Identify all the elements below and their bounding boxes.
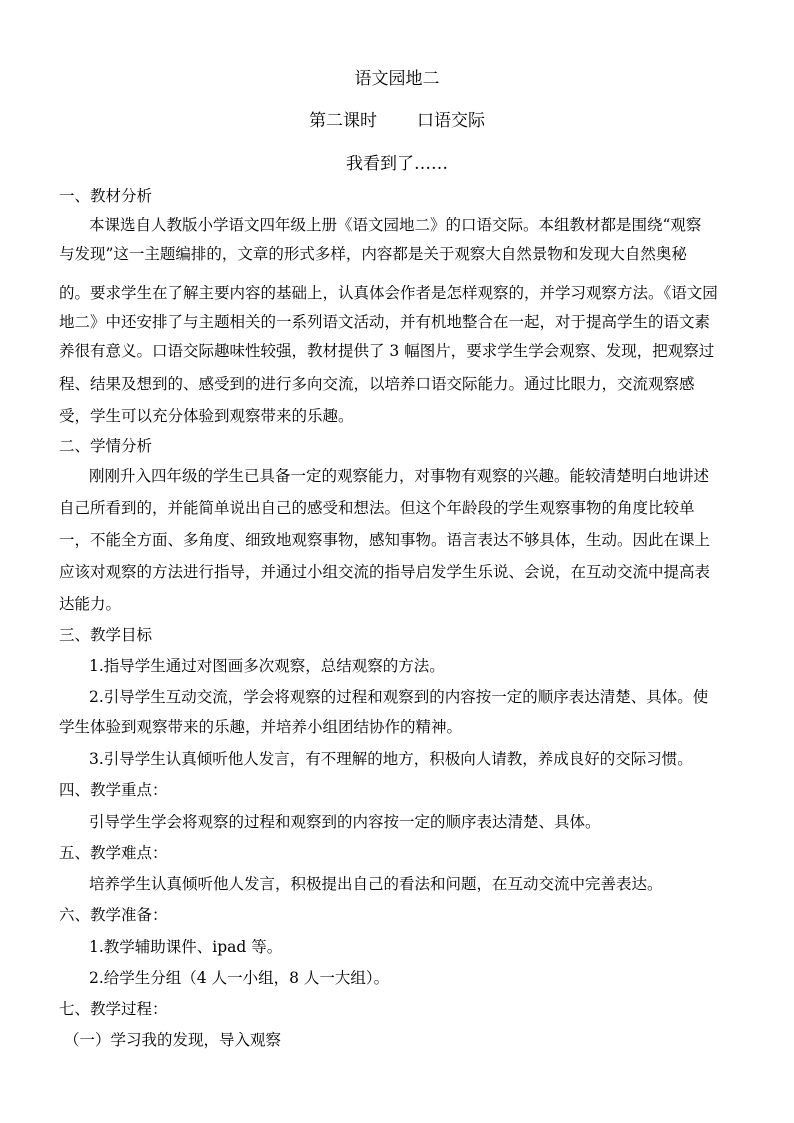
section-heading: 三、教学目标: [59, 626, 153, 644]
paragraph-line: 受，学生可以充分体验到观察带来的乐趣。: [59, 407, 354, 425]
paragraph-line: 学生体验到观察带来的乐趣，并培养小组团结协作的精神。: [59, 718, 463, 736]
section-heading: 六、教学准备：: [59, 906, 168, 924]
doc-topic: 我看到了……: [346, 154, 448, 174]
section-heading: 四、教学重点：: [59, 781, 168, 799]
section-heading: 二、学情分析: [59, 437, 153, 455]
paragraph-line: 刚刚升入四年级的学生已具备一定的观察能力，对事物有观察的兴趣。能较清楚明白地讲述: [89, 467, 710, 485]
doc-title: 语文园地二: [354, 69, 440, 89]
paragraph-line: 一，不能全方面、多角度、细致地观察事物，感知事物。语言表达不够具体，生动。因此在课上: [59, 531, 711, 549]
paragraph-line: 达能力。: [59, 595, 122, 613]
paragraph-line: 程、结果及想到的、感受到的进行多向交流，以培养口语交际能力。通过比眼力，交流观察感: [59, 375, 695, 393]
paragraph-line: 应该对观察的方法进行指导，并通过小组交流的指导启发学生乐说、会说，在互动交流中提高表: [59, 563, 711, 581]
subtitle-type: 口语交际: [417, 111, 485, 131]
paragraph-line: 自己所看到的，并能简单说出自己的感受和想法。但这个年龄段的学生观察事物的角度比较单: [59, 499, 695, 517]
doc-subtitle: [0, 106, 794, 131]
paragraph-line: 养很有意义。口语交际趣味性较强，教材提供了 3 幅图片，要求学生学会观察、发现，把观察过: [59, 342, 715, 360]
preparation-item: 1.教学辅助课件、ipad 等。: [89, 938, 283, 956]
subsection-heading: （一）学习我的发现，导入观察: [64, 1031, 282, 1049]
objective-item: 2.引导学生互动交流，学会将观察的过程和观察到的内容按一定的顺序表达清楚、具体。使: [89, 688, 709, 706]
section-heading: 七、教学过程：: [59, 1000, 168, 1018]
objective-item: 1.指导学生通过对图画多次观察，总结观察的方法。: [89, 657, 445, 675]
paragraph-line: 引导学生学会将观察的过程和观察到的内容按一定的顺序表达清楚、具体。: [89, 813, 601, 831]
objective-item: 3.引导学生认真倾听他人发言，有不理解的地方，积极向人请教，养成良好的交际习惯。: [89, 750, 693, 768]
paragraph-line: 本课选自人教版小学语文四年级上册《语文园地二》的口语交际。本组教材都是围绕“观察: [89, 216, 702, 234]
preparation-item: 2.给学生分组（4 人一小组，8 人一大组）。: [89, 969, 390, 987]
paragraph-line: 与发现”这一主题编排的，文章的形式多样，内容都是关于观察大自然景物和发现大自然奥秘: [59, 245, 687, 263]
subtitle-lesson: 第二课时: [309, 111, 377, 131]
section-heading: 五、教学难点：: [59, 844, 168, 862]
section-heading: 一、教材分析: [59, 187, 153, 205]
paragraph-line: 培养学生认真倾听他人发言，积极提出自己的看法和问题，在互动交流中完善表达。: [89, 875, 663, 893]
paragraph-line: 的。要求学生在了解主要内容的基础上，认真体会作者是怎样观察的，并学习观察方法。《语文园: [59, 284, 718, 302]
paragraph-line: 地二》中还安排了与主题相关的一系列语文活动，并有机地整合在一起，对于提高学生的语文素: [59, 313, 711, 331]
